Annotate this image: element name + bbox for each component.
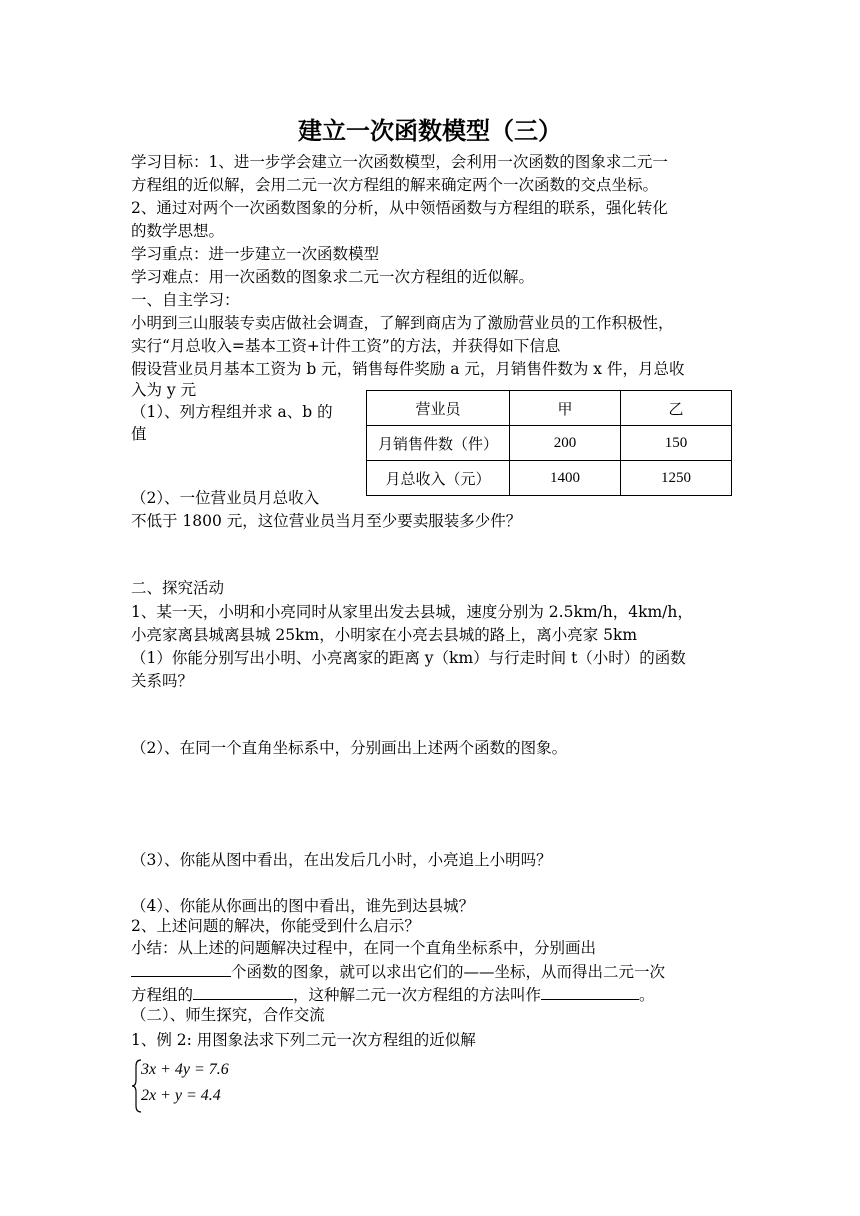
exploration-problem-2: 小亮家离县城离县城 25km，小明家在小亮去县城的路上，离小亮家 5km <box>131 626 638 644</box>
exploration-q3: （3）、你能从图中看出，在出发后几小时，小亮追上小明吗？ <box>131 851 552 869</box>
sales-table <box>366 390 732 496</box>
question-2-line-1: （2）、一位营业员月总收入 <box>131 489 320 507</box>
table-row <box>367 426 732 461</box>
section-exploration: 二、探究活动 <box>131 579 225 597</box>
question-1-line-1: （1）、列方程组并求 a、b 的 <box>131 403 333 421</box>
problem-intro-1: 小明到三山服装专卖店做社会调查，了解到商店为了激励营业员的工作积极性， <box>131 314 674 332</box>
summary-text: 个函数的图象，就可以求出它们的——坐标，从而得出二元一次 <box>231 963 666 981</box>
table-cell: 1400 <box>510 461 621 496</box>
table-cell: 月总收入（元） <box>367 461 510 496</box>
section-self-study: 一、自主学习： <box>131 291 240 309</box>
table-row <box>367 461 732 496</box>
example-2: 1、例 2: 用图象法求下列二元一次方程组的近似解 <box>131 1031 476 1049</box>
table-header-cell: 乙 <box>621 391 732 426</box>
exploration-q1-line-2: 关系吗？ <box>131 672 194 690</box>
summary-line-3 <box>131 983 655 1006</box>
table-header-cell: 甲 <box>510 391 621 426</box>
objective-line-2: 方程组的近似解，会用二元一次方程组的解来确定两个一次函数的交点坐标。 <box>131 176 659 194</box>
summary-text: ，这种解二元一次方程组的方法叫作 <box>293 986 542 1004</box>
table-cell: 200 <box>510 426 621 461</box>
table-cell: 150 <box>621 426 732 461</box>
problem-intro-3: 假设营业员月基本工资为 b 元，销售每件奖励 a 元，月销售件数为 x 件，月总收 <box>131 360 685 378</box>
question-2-line-2: 不低于 1800 元，这位营业员当月至少要卖服装多少件？ <box>131 512 522 530</box>
summary-text: 方程组的 <box>131 986 194 1004</box>
exploration-q2: （2）、在同一个直角坐标系中，分别画出上述两个函数的图象。 <box>131 739 568 757</box>
key-point: 学习重点：进一步建立一次函数模型 <box>131 245 380 263</box>
summary-line-2 <box>131 960 665 983</box>
equation-2: 2x + y = 4.4 <box>141 1087 221 1104</box>
inspiration-question: 2、上述问题的解决，你能受到什么启示？ <box>131 917 420 935</box>
blank-line[interactable] <box>131 960 231 977</box>
page-title: 建立一次函数模型（三） <box>298 116 562 145</box>
table-cell: 月销售件数（件） <box>367 426 510 461</box>
difficulty: 学习难点：用一次函数的图象求二元一次方程组的近似解。 <box>131 268 535 286</box>
equation-1: 3x + 4y = 7.6 <box>141 1061 229 1078</box>
objective-line-3: 2、通过对两个一次函数图象的分析，从中领悟函数与方程组的联系，强化转化 <box>131 199 668 217</box>
exploration-q1-line-1: （1）你能分别写出小明、小亮离家的距离 y（km）与行走时间 t（小时）的函数 <box>131 649 686 667</box>
section-cooperation: （二）、师生探究，合作交流 <box>131 1006 325 1024</box>
blank-line[interactable] <box>541 983 639 1000</box>
summary-line-1: 小结：从上述的问题解决过程中，在同一个直角坐标系中，分别画出 <box>131 939 597 957</box>
question-1-line-2: 值 <box>131 425 147 443</box>
table-header-cell: 营业员 <box>367 391 510 426</box>
summary-text: 。 <box>639 986 655 1004</box>
exploration-problem-1: 1、某一天，小明和小亮同时从家里出发去县城，速度分别为 2.5km/h，4km/h， <box>131 603 693 621</box>
table-cell: 1250 <box>621 461 732 496</box>
exploration-q4: （4）、你能从你画出的图中看出，谁先到达县城？ <box>131 897 475 915</box>
problem-intro-2: 实行“月总收入=基本工资+计件工资”的方法，并获得如下信息 <box>131 337 561 355</box>
problem-intro-4: 入为 y 元 <box>131 381 197 399</box>
table-row <box>367 391 732 426</box>
objective-line-1: 学习目标：1、进一步学会建立一次函数模型，会利用一次函数的图象求二元一 <box>131 153 668 171</box>
objective-line-4: 的数学思想。 <box>131 222 225 240</box>
blank-line[interactable] <box>193 983 293 1000</box>
